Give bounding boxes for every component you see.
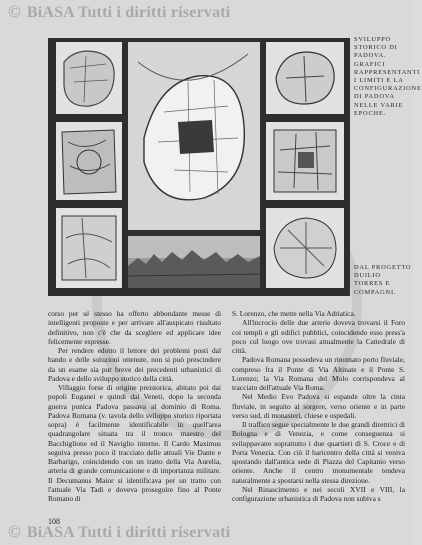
map-thumbnail [266,208,344,288]
map-thumbnail [266,122,344,200]
text-column-left [48,309,221,503]
page-number: 108 [48,517,60,526]
paragraph: S. Lorenzo, che mette nella Via Adriatica. [232,309,356,318]
map-main [128,42,260,230]
paragraph: Villaggio forse di origine preistorica, abitato poi dai popoli Euganei e quindi dai Veneti, dopo la seconda guerra punica Padova passava al dominio di Roma. Padova Romana (v. tavola dello sviluppo storico riportata sopra) è facilmente identificabile in quell'area quadrangolare situata tra il tronco maestro del Bacchiglione ed il Naviglio interno. Il Cardo Maximus seguiva presso poco il tracciato delle attuali Vie Dante e Barbarigo, coincidendo con un tratto della Via Aurelia, arteria di grande comunicazione e di importanza militare. Il Decumanus Maior si identificava per un tratto con l'attuale Via Tadi e doveva proseguire fino al Ponte Romano di [48,383,221,503]
watermark-bottom: © BiASA Tutti i diritti riservati [8,522,231,541]
map-thumbnail [56,42,122,114]
watermark-top: © BiASA Tutti i diritti riservati [8,2,231,21]
paragraph: Nel Rinascimento e nei secoli XVII e VIII, la configurazione urbanistica di Padova non subiva s [232,484,405,503]
city-view-engraving [128,236,260,288]
caption-bottom: DAL PROGETTO DUILIO TORRES E COMPAGNI. [354,264,412,296]
map-plate [48,38,350,296]
paragraph: Padova Romana possedeva un rinomato porto fluviale, compreso fra il Ponte di Via Altinate e il Ponte S. Lorenzo; la Via Romana del Molo corrispondeva al tracciato dell'attuale Via Roma. [232,355,405,392]
paragraph: corso per sé stesso ha offerto abbondante messe di intelligenti proposte e per arrivare all'auspicato risultato definitivo, non c'è che da scegliere ed applicare idee felicemente espresse. [48,309,221,346]
paragraph: Per rendere edotto il lettore dei problemi posti dal bando e delle soluzioni ottenute, non si può prescindere da un esame sia pur breve dei precedenti urbanistici di Padova e dello sviluppo storico della città. [48,346,221,383]
map-thumbnail [56,208,122,288]
map-thumbnail [266,42,344,114]
paragraph: Nel Medio Evo Padova si espande oltre la cinta fluviale, in seguito al sorgere, verso oriente e in parte verso sud, di monasteri, chiese e ospedali. [232,392,405,420]
map-thumbnail [56,122,122,200]
paragraph: All'incrocio delle due arterie doveva trovarsi il Foro coi templi e gli edifici pubblici, coincidendo esso press'a poco col luogo ove trovasi attualmente la Cattedrale di città. [232,318,405,355]
caption-top: SVILUPPO STORICO DI PADOVA. GRAFICI RAPPRESENTANTI I LIMITI E LA CONFIGURAZIONE DI PADOVA NELLE VARIE EPOCHE. [354,36,422,117]
text-column-right [232,309,405,503]
paragraph: Il traffico segue specialmente le due grandi direttrici di Bologna e di Venezia, e come conseguenza si sviluppavano soprattutto i due quartieri di S. Croce e di Porta Venezia. Con ciò il baricentro della città si veniva spostando dall'antica sede di Piazza del Capitanio verso oriente. Anche il centro monumentale tendeva naturalmente a spostarsi nella stessa direzione. [232,420,405,485]
